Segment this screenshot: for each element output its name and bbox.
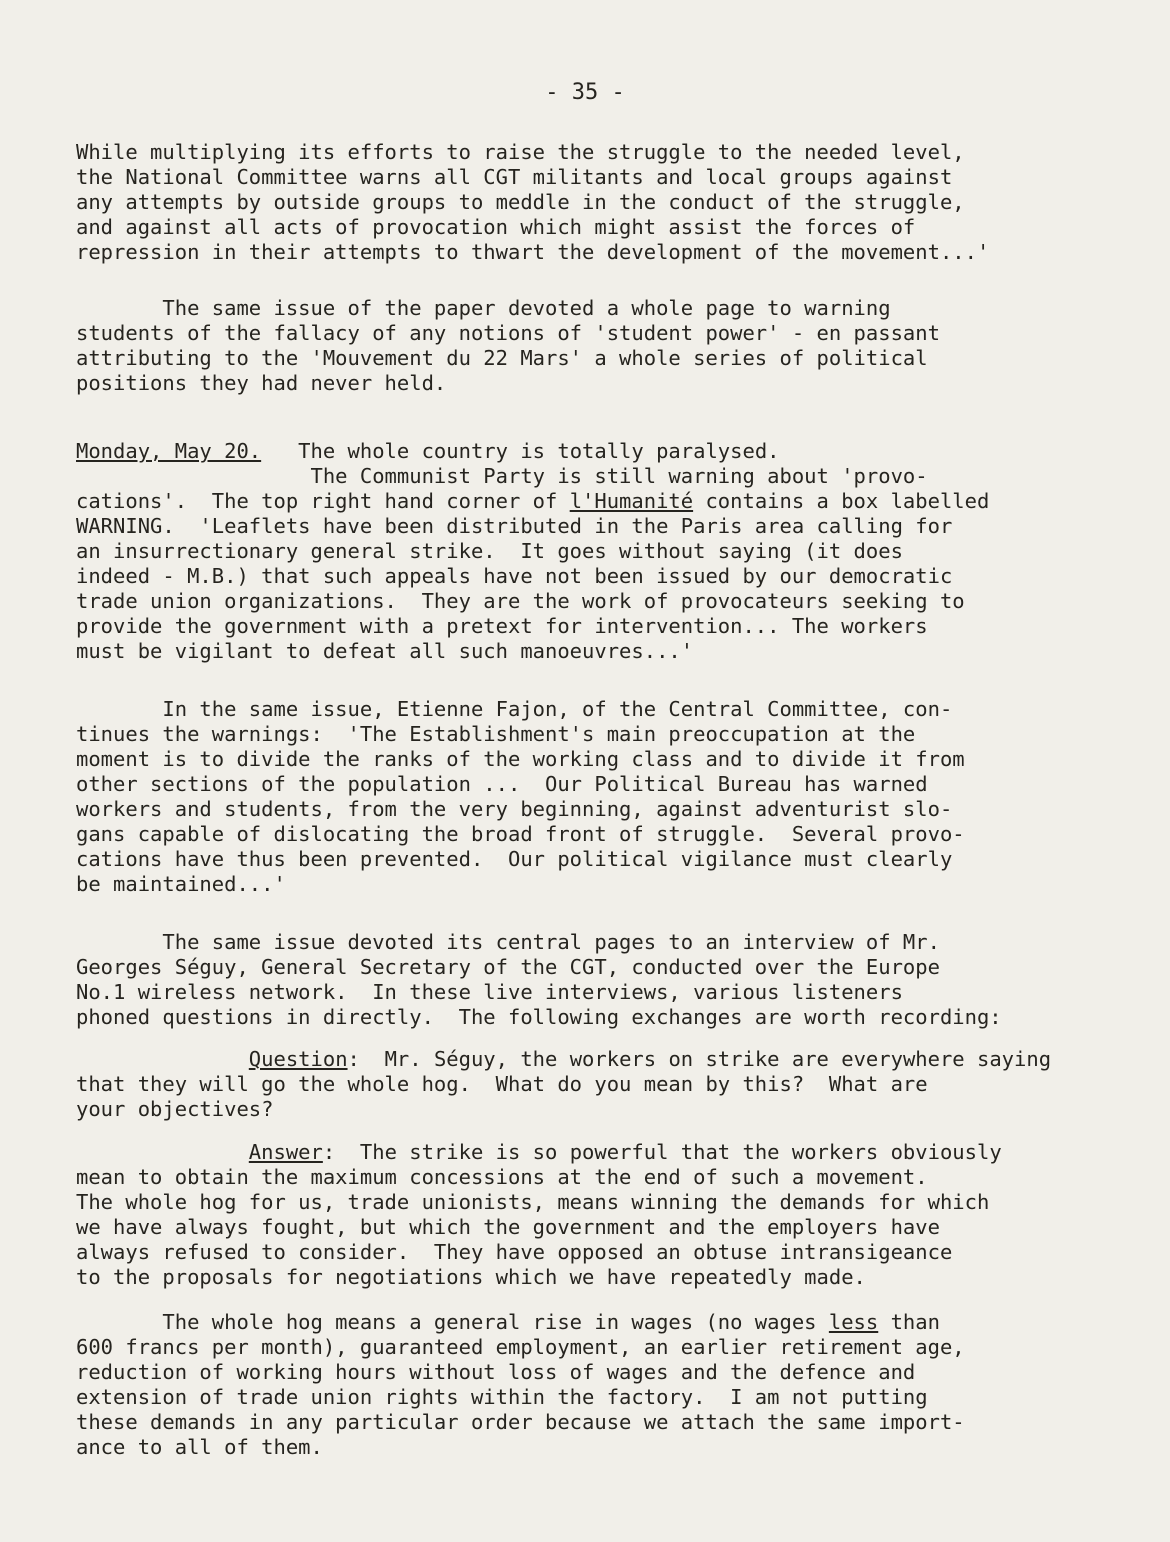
text-line: your objectives? bbox=[76, 1097, 274, 1121]
page-number: - 35 - bbox=[545, 80, 625, 105]
text-segment: The whole country is totally paralysed. bbox=[261, 439, 780, 463]
text-line bbox=[76, 439, 1116, 464]
text-line: indeed - M.B.) that such appeals have not been issued by our democratic bbox=[76, 564, 953, 588]
text-line: ance to all of them. bbox=[76, 1435, 323, 1459]
text-line: must be vigilant to defeat all such manoeuvres...' bbox=[76, 639, 694, 663]
text-segment: : The strike is so powerful that the workers obviously bbox=[322, 1140, 1002, 1164]
emphasis-word: less bbox=[828, 1310, 879, 1334]
text-line: mean to obtain the maximum concessions at the end of such a movement. bbox=[76, 1165, 928, 1189]
date-heading: Monday, May 20. bbox=[76, 439, 262, 463]
text-line: While multiplying its efforts to raise the struggle to the needed level, bbox=[76, 140, 965, 164]
text-segment: The whole hog means a general rise in wages (no wages bbox=[76, 1310, 829, 1334]
text-line: repression in their attempts to thwart the development of the movement...' bbox=[76, 240, 990, 264]
paragraph-demands bbox=[76, 1310, 1116, 1460]
text-line: The whole hog for us, trade unionists, means winning the demands for which bbox=[76, 1190, 990, 1214]
text-line: Georges Séguy, General Secretary of the CGT, conducted over the Europe bbox=[76, 955, 940, 979]
question-label: Question bbox=[248, 1047, 348, 1071]
text-line bbox=[76, 1140, 1116, 1165]
text-line: other sections of the population ... Our Political Bureau has warned bbox=[76, 772, 928, 796]
text-line: reduction of working hours without loss of wages and the defence and bbox=[76, 1360, 916, 1384]
text-line: WARNING. 'Leaflets have been distributed in the Paris area calling for bbox=[76, 514, 953, 538]
answer-label: Answer bbox=[248, 1140, 323, 1164]
text-line: that they will go the whole hog. What do you mean by this? What are bbox=[76, 1072, 928, 1096]
text-line: attributing to the 'Mouvement du 22 Mars' a whole series of political bbox=[76, 346, 928, 370]
text-segment: contains a box labelled bbox=[693, 489, 990, 513]
text-line: The same issue of the paper devoted a whole page to warning bbox=[76, 296, 891, 320]
text-line bbox=[76, 1047, 1116, 1072]
paragraph-2 bbox=[76, 296, 1116, 396]
text-line: phoned questions in directly. The following exchanges are worth recording: bbox=[76, 1005, 1002, 1029]
text-segment: than bbox=[878, 1310, 940, 1334]
text-line: The Communist Party is still warning about 'provo- bbox=[76, 464, 928, 488]
paragraph-3 bbox=[76, 439, 1116, 664]
answer-paragraph bbox=[76, 1140, 1116, 1290]
text-line: and against all acts of provocation which might assist the forces of bbox=[76, 215, 916, 239]
text-line: workers and students, from the very beginning, against adventurist slo- bbox=[76, 797, 953, 821]
text-line: gans capable of dislocating the broad front of struggle. Several provo- bbox=[76, 822, 965, 846]
question-paragraph bbox=[76, 1047, 1116, 1122]
text-line: positions they had never held. bbox=[76, 371, 447, 395]
text-line: provide the government with a pretext for intervention... The workers bbox=[76, 614, 928, 638]
text-line: trade union organizations. They are the work of provocateurs seeking to bbox=[76, 589, 965, 613]
paragraph-1 bbox=[76, 140, 1116, 265]
text-line: we have always fought, but which the government and the employers have bbox=[76, 1215, 940, 1239]
text-line: The same issue devoted its central pages to an interview of Mr. bbox=[76, 930, 940, 954]
text-line: be maintained...' bbox=[76, 872, 286, 896]
text-line: always refused to consider. They have opposed an obtuse intransigeance bbox=[76, 1240, 953, 1264]
text-line: No.1 wireless network. In these live interviews, various listeners bbox=[76, 980, 903, 1004]
text-line: 600 francs per month), guaranteed employment, an earlier retirement age, bbox=[76, 1335, 965, 1359]
text-segment: cations'. The top right hand corner of bbox=[76, 489, 570, 513]
text-line: students of the fallacy of any notions of 'student power' - en passant bbox=[76, 321, 940, 345]
text-line: the National Committee warns all CGT militants and local groups against bbox=[76, 165, 953, 189]
newspaper-title: l'Humanité bbox=[569, 489, 694, 513]
text-line bbox=[76, 489, 1116, 514]
text-line: to the proposals for negotiations which we have repeatedly made. bbox=[76, 1265, 866, 1289]
text-line: In the same issue, Etienne Fajon, of the Central Committee, con- bbox=[76, 697, 953, 721]
text-line bbox=[76, 1310, 1116, 1335]
paragraph-4 bbox=[76, 697, 1116, 897]
text-line: extension of trade union rights within the factory. I am not putting bbox=[76, 1385, 928, 1409]
text-line: an insurrectionary general strike. It goes without saying (it does bbox=[76, 539, 903, 563]
text-line: these demands in any particular order because we attach the same import- bbox=[76, 1410, 965, 1434]
text-line: moment is to divide the ranks of the working class and to divide it from bbox=[76, 747, 965, 771]
text-line: tinues the warnings: 'The Establishment's main preoccupation at the bbox=[76, 722, 916, 746]
paragraph-5 bbox=[76, 930, 1116, 1030]
text-line: cations have thus been prevented. Our political vigilance must clearly bbox=[76, 847, 953, 871]
text-segment: : Mr. Séguy, the workers on strike are everywhere saying bbox=[347, 1047, 1052, 1071]
text-line: any attempts by outside groups to meddle in the conduct of the struggle, bbox=[76, 190, 965, 214]
